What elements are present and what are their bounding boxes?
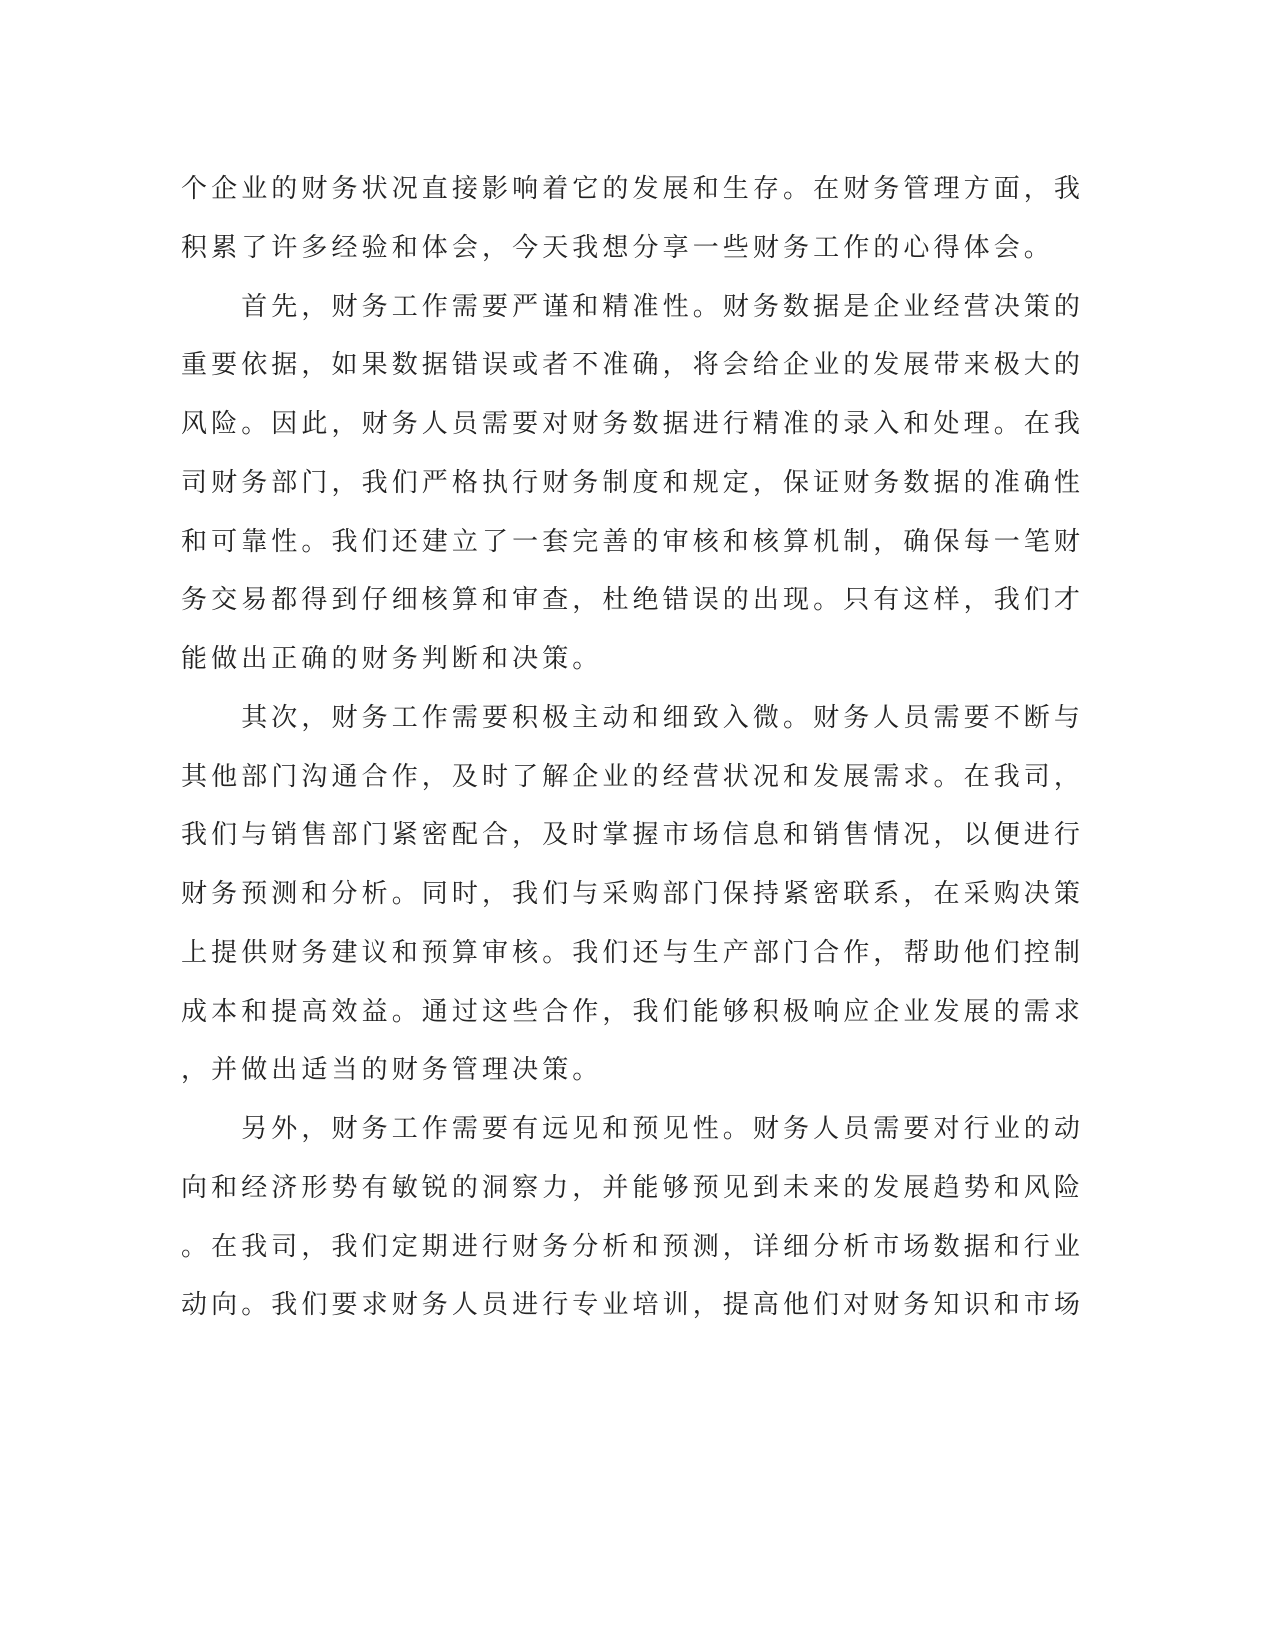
text-line: 。在我司，我们定期进行财务分析和预测，详细分析市场数据和行业	[181, 1231, 1085, 1262]
text-line: 财务预测和分析。同时，我们与采购部门保持紧密联系，在采购决策	[181, 879, 1085, 909]
text-line: 成本和提高效益。通过这些合作，我们能够积极响应企业发展的需求	[181, 996, 1085, 1027]
text-line: 重要依据，如果数据错误或者不准确，将会给企业的发展带来极大的	[181, 350, 1085, 381]
text-line: ，并做出适当的财务管理决策。	[181, 1055, 603, 1086]
text-line: 向和经济形势有敏锐的洞察力，并能够预见到未来的发展趋势和风险	[181, 1172, 1085, 1203]
text-line: 其他部门沟通合作，及时了解企业的经营状况和发展需求。在我司，	[181, 761, 1085, 792]
document-body-text	[181, 160, 1085, 1335]
text-line: 个企业的财务状况直接影响着它的发展和生存。在财务管理方面，我	[181, 174, 1085, 204]
text-line: 积累了许多经验和体会，今天我想分享一些财务工作的心得体会。	[181, 232, 1054, 263]
text-line: 司财务部门，我们严格执行财务制度和规定，保证财务数据的准确性	[181, 467, 1085, 498]
text-line: 其次，财务工作需要积极主动和细致入微。财务人员需要不断与	[181, 702, 1085, 733]
text-line: 和可靠性。我们还建立了一套完善的审核和核算机制，确保每一笔财	[181, 526, 1085, 557]
text-line: 务交易都得到仔细核算和审查，杜绝错误的出现。只有这样，我们才	[181, 585, 1085, 616]
text-line: 另外，财务工作需要有远见和预见性。财务人员需要对行业的动	[181, 1114, 1085, 1144]
text-line: 风险。因此，财务人员需要对财务数据进行精准的录入和处理。在我	[181, 409, 1085, 439]
text-line: 能做出正确的财务判断和决策。	[181, 644, 603, 674]
text-line: 首先，财务工作需要严谨和精准性。财务数据是企业经营决策的	[181, 291, 1085, 322]
text-line: 上提供财务建议和预算审核。我们还与生产部门合作，帮助他们控制	[181, 937, 1085, 968]
text-line: 动向。我们要求财务人员进行专业培训，提高他们对财务知识和市场	[181, 1290, 1085, 1321]
text-line: 我们与销售部门紧密配合，及时掌握市场信息和销售情况，以便进行	[181, 820, 1085, 851]
